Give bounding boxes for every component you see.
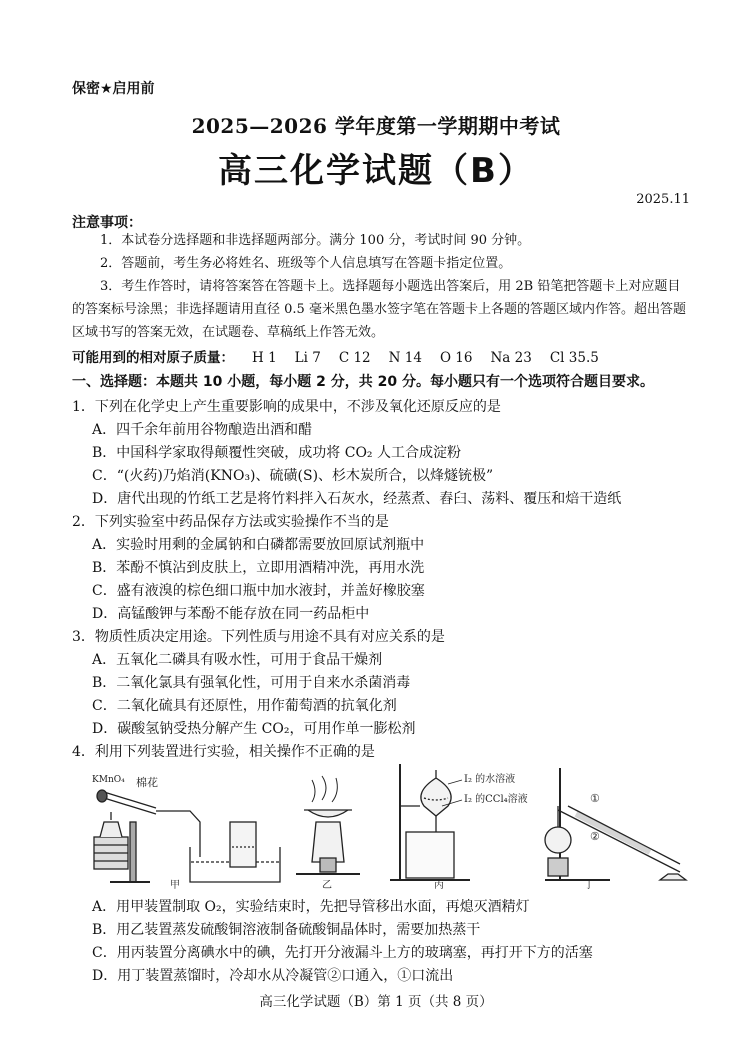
exam-title: 高三化学试题（B） (218, 151, 534, 191)
question-2-option-c: C．盛有液溴的棕色细口瓶中加水液封，并盖好橡胶塞 (92, 583, 425, 599)
label-kmno4: KMnO₄ (92, 775, 125, 785)
question-3-option-b: B．二氧化氯具有强氧化性，可用于自来水杀菌消毒 (92, 675, 411, 691)
question-2-option-b: B．苯酚不慎沾到皮肤上，立即用酒精冲洗，再用水洗 (92, 560, 425, 576)
page-footer: 高三化学试题（B）第 1 页（共 8 页） (259, 994, 493, 1010)
mass-value: Li 7 (294, 350, 321, 366)
mass-value: H 1 (252, 350, 277, 366)
label-yi: 乙 (322, 880, 332, 890)
notice-item-3: 3．考生作答时，请将答案答在答题卡上。选择题每小题选出答案后，用 2B 铅笔把答题卡上对应题目的答案标号涂黑；非选择题请用直径 0.5 毫米黑色墨水签字笔在答题卡上各题的答题区域内作答。超出答题区域书写的答案无效，在试题卷、草稿纸上作答无效。 (72, 279, 686, 340)
label-ding: 丁 (584, 880, 594, 890)
label-jia: 甲 (170, 880, 180, 890)
label-cotton: 棉花 (136, 776, 158, 789)
question-4-option-d: D．用丁装置蒸馏时，冷却水从冷凝管②口通入，①口流出 (92, 968, 454, 984)
label-iodine-ccl4: I₂ 的CCl₄溶液 (464, 794, 528, 805)
question-2-stem: 2．下列实验室中药品保存方法或实验操作不当的是 (72, 514, 389, 530)
question-3-option-c: C．二氧化硫具有还原性，用作葡萄酒的抗氧化剂 (92, 698, 397, 714)
atomic-masses-label: 可能用到的相对原子质量： (72, 350, 234, 366)
atomic-masses (72, 346, 599, 366)
apparatus-jia (92, 775, 280, 890)
mass-value: Cl 35.5 (549, 350, 599, 366)
mass-value: Na 23 (490, 350, 532, 366)
mass-value: O 16 (439, 350, 473, 366)
mass-value: C 12 (338, 350, 371, 366)
question-2-option-d: D．高锰酸钾与苯酚不能存放在同一药品柜中 (92, 606, 370, 622)
question-4-option-a: A．用甲装置制取 O₂，实验结束时，先把导管移出水面，再熄灭酒精灯 (92, 899, 530, 915)
confidential-mark: 保密★启用前 (72, 81, 155, 97)
question-2-option-a: A．实验时用剩的金属钠和白磷都需要放回原试剂瓶中 (92, 537, 425, 553)
question-1-stem: 1．下列在化学史上产生重要影响的成果中，不涉及氧化还原反应的是 (72, 399, 501, 415)
label-port-2: ② (590, 830, 600, 843)
question-3-option-a: A．五氧化二磷具有吸水性，可用于食品干燥剂 (92, 652, 383, 668)
question-1-option-b: B．中国科学家取得颠覆性突破，成功将 CO₂ 人工合成淀粉 (92, 445, 461, 461)
label-port-1: ① (590, 792, 600, 805)
question-1-option-d: D．唐代出现的竹纸工艺是将竹料拌入石灰水，经蒸煮、舂臼、荡料、覆压和焙干造纸 (92, 491, 622, 507)
label-bing: 丙 (434, 880, 444, 890)
question-4-stem: 4．利用下列装置进行实验，相关操作不正确的是 (72, 744, 375, 760)
question-3-option-d: D．碳酸氢钠受热分解产生 CO₂，可用作单一膨松剂 (92, 721, 416, 737)
apparatus-ding (545, 768, 686, 890)
notice-item-1: 1．本试卷分选择题和非选择题两部分。满分 100 分，考试时间 90 分钟。 (100, 233, 531, 248)
notice-heading: 注意事项： (72, 215, 142, 231)
exam-date: 2025.11 (636, 192, 690, 207)
question-1-option-a: A．四千余年前用谷物酿造出酒和醋 (92, 422, 313, 438)
question-4-option-c: C．用丙装置分离碘水中的碘，先打开分液漏斗上方的玻璃塞，再打开下方的活塞 (92, 945, 593, 961)
section-heading: 一、选择题：本题共 10 小题，每小题 2 分，共 20 分。每小题只有一个选项符合题目要求。 (72, 374, 654, 390)
question-3-stem: 3．物质性质决定用途。下列性质与用途不具有对应关系的是 (72, 629, 445, 645)
apparatus-bing (390, 764, 528, 890)
label-iodine-water: I₂ 的水溶液 (464, 774, 516, 785)
exam-subtitle: 2025—2026 学年度第一学期期中考试 (191, 114, 561, 138)
notice-item-2: 2．答题前，考生务必将姓名、班级等个人信息填写在答题卡指定位置。 (100, 256, 512, 271)
apparatus-yi (296, 776, 360, 890)
question-1-option-c: C．“(火药)乃焰消(KNO₃)、硫磺(S)、杉木炭所合，以烽燧铳极” (92, 468, 494, 484)
apparatus-figure (90, 762, 690, 890)
question-4-option-b: B．用乙装置蒸发硫酸铜溶液制备硫酸铜晶体时，需要加热蒸干 (92, 922, 481, 938)
mass-value: N 14 (388, 350, 422, 366)
